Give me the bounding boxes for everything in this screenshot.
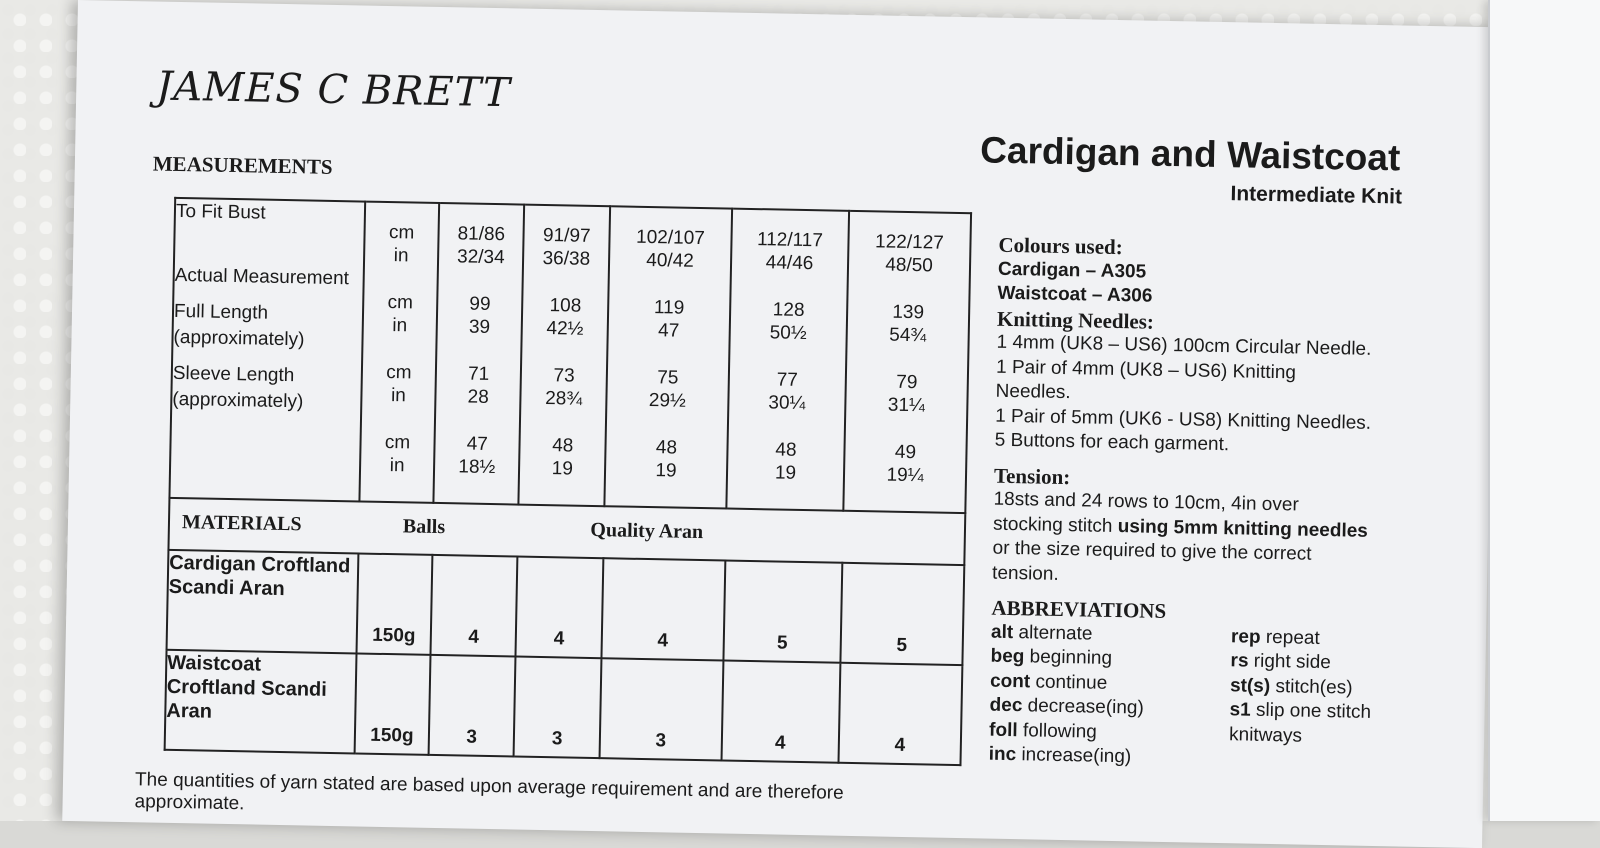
material-label-cardigan: Cardigan Croftland Scandi Aran xyxy=(167,550,359,654)
material-label-waistcoat: Waistcoat Croftland Scandi Aran xyxy=(165,650,357,754)
size-value: 75 xyxy=(657,367,679,389)
size-value: 122/127 xyxy=(874,231,945,254)
material-balls: 5 xyxy=(723,561,842,663)
unit-column xyxy=(359,202,439,503)
size-value: 19 xyxy=(774,462,797,484)
material-balls: 4 xyxy=(516,557,603,659)
size-value: 139 xyxy=(892,301,925,324)
size-value: 108 xyxy=(549,295,582,317)
size-value: 19¼ xyxy=(886,464,924,487)
material-balls: 3 xyxy=(429,655,516,757)
abbr-item: foll following xyxy=(988,719,1098,743)
pattern-page xyxy=(62,0,1497,848)
measurements-heading: MEASUREMENTS xyxy=(152,151,333,179)
size-value: 47 xyxy=(466,433,489,455)
unit-in: in xyxy=(390,385,407,407)
abbreviations-heading: ABBREVIATIONS xyxy=(991,595,1167,623)
size-column-5 xyxy=(843,211,971,513)
label-sleeve: Sleeve Length (approximately) xyxy=(172,362,304,413)
quality-label: Quality Aran xyxy=(590,518,704,544)
size-value: 54¾ xyxy=(889,324,927,347)
abbr-item: inc increase(ing) xyxy=(988,743,1132,768)
abbr-item: s1 slip one stitch knitways xyxy=(1228,699,1372,747)
pattern-level: Intermediate Knit xyxy=(1230,182,1403,209)
tension-bold: using 5mm knitting needles xyxy=(1117,515,1369,542)
tension-pre: 18sts and 24 rows to 10cm, 4in over stocking stitch xyxy=(992,488,1299,537)
tension-post: or the size required to give the correct tension. xyxy=(991,537,1312,585)
material-weight: 150g xyxy=(357,553,433,654)
colours-heading: Colours used: xyxy=(998,232,1123,260)
size-value: 47 xyxy=(657,320,680,342)
measurements-row xyxy=(169,198,971,513)
abbr-column-right xyxy=(1228,625,1401,775)
size-value: 128 xyxy=(772,299,805,322)
size-value: 81/86 xyxy=(457,223,506,246)
size-value: 36/38 xyxy=(542,247,591,270)
size-value: 49 xyxy=(894,441,917,464)
size-value: 91/97 xyxy=(542,224,591,247)
size-value: 79 xyxy=(896,371,918,394)
label-length: Full Length (approximately) xyxy=(173,300,305,351)
size-value: 48 xyxy=(551,435,574,457)
abbr-item: alt alternate xyxy=(990,621,1093,645)
needle-item: 5 Buttons for each garment. xyxy=(994,429,1230,456)
size-value: 39 xyxy=(468,316,491,338)
unit-in: in xyxy=(393,245,409,267)
needle-item: 1 Pair of 5mm (UK6 - US8) Knitting Needles. xyxy=(994,405,1372,434)
unit-cm: cm xyxy=(388,222,415,244)
pattern-title: Cardigan and Waistcoat xyxy=(979,129,1401,179)
abbr-item: beg beginning xyxy=(990,645,1113,669)
unit-cm: cm xyxy=(387,292,414,314)
yarn-footnote: The quantities of yarn stated are based upon average requirement and are therefore approximate. xyxy=(134,769,844,815)
size-value: 48/50 xyxy=(885,254,934,277)
size-value: 28¾ xyxy=(544,388,583,410)
unit-cm: cm xyxy=(386,361,412,384)
size-value: 31¼ xyxy=(887,394,926,417)
unit-cm: cm xyxy=(384,431,411,454)
colour-cardigan: Cardigan – A305 xyxy=(997,258,1147,283)
abbr-item: dec decrease(ing) xyxy=(989,694,1145,719)
materials-heading: MATERIALS xyxy=(181,511,302,536)
material-balls: 3 xyxy=(514,657,601,759)
size-value: 48 xyxy=(655,437,678,459)
size-column-4 xyxy=(726,209,849,511)
colour-waistcoat: Waistcoat – A306 xyxy=(997,282,1153,307)
measurements-table xyxy=(164,197,972,766)
size-value: 112/117 xyxy=(756,229,824,252)
size-value: 71 xyxy=(467,363,490,385)
size-value: 73 xyxy=(553,365,575,387)
next-page-edge xyxy=(1488,0,1600,821)
unit-in: in xyxy=(392,315,408,337)
size-value: 48 xyxy=(775,439,797,461)
abbr-column-left xyxy=(988,620,1231,772)
size-value: 19 xyxy=(655,460,677,482)
size-column-3 xyxy=(604,206,732,508)
abbr-item: rs right side xyxy=(1230,650,1332,674)
material-balls: 4 xyxy=(430,555,517,657)
material-balls: 5 xyxy=(840,563,964,665)
size-value: 102/107 xyxy=(635,226,706,250)
material-balls: 3 xyxy=(600,658,724,760)
needle-item: 1 4mm (UK8 – US6) 100cm Circular Needle. xyxy=(996,331,1372,360)
brand-logo: JAMES C BRETT xyxy=(155,63,512,117)
material-balls: 4 xyxy=(601,558,725,660)
materials-row-cardigan xyxy=(167,550,965,665)
abbreviations-list xyxy=(988,620,1371,774)
needles-heading: Knitting Needles: xyxy=(996,306,1155,334)
abbr-item: rep repeat xyxy=(1230,625,1320,649)
needle-item: 1 Pair of 4mm (UK8 – US6) Knitting Needles. xyxy=(995,356,1297,404)
size-value: 77 xyxy=(776,369,799,391)
size-value: 119 xyxy=(653,297,685,319)
size-value: 30¼ xyxy=(768,392,806,415)
unit-in: in xyxy=(389,455,405,477)
measurement-labels xyxy=(169,198,365,502)
size-column-2 xyxy=(519,205,610,507)
size-value: 18½ xyxy=(458,456,496,479)
abbr-item: st(s) stitch(es) xyxy=(1229,674,1353,699)
material-balls: 4 xyxy=(839,663,963,765)
tension-heading: Tension: xyxy=(993,463,1071,489)
size-value: 99 xyxy=(469,293,491,315)
size-value: 42½ xyxy=(546,318,584,340)
materials-row-waistcoat xyxy=(165,650,963,765)
tension-text xyxy=(992,488,1374,593)
size-value: 29½ xyxy=(648,390,687,412)
material-balls: 4 xyxy=(721,661,840,763)
size-value: 19 xyxy=(551,458,574,480)
size-value: 44/46 xyxy=(765,252,814,275)
label-actual: Actual Measurement xyxy=(174,264,350,290)
size-value: 50½ xyxy=(769,322,807,345)
size-column-1 xyxy=(433,203,524,505)
material-weight: 150g xyxy=(355,653,431,754)
size-value: 40/42 xyxy=(646,249,695,272)
balls-label: Balls xyxy=(402,515,446,539)
label-bust: To Fit Bust xyxy=(175,200,266,224)
size-value: 32/34 xyxy=(456,246,505,269)
abbr-item: cont continue xyxy=(989,670,1108,694)
pattern-info xyxy=(988,233,1378,775)
size-value: 28 xyxy=(467,386,489,408)
